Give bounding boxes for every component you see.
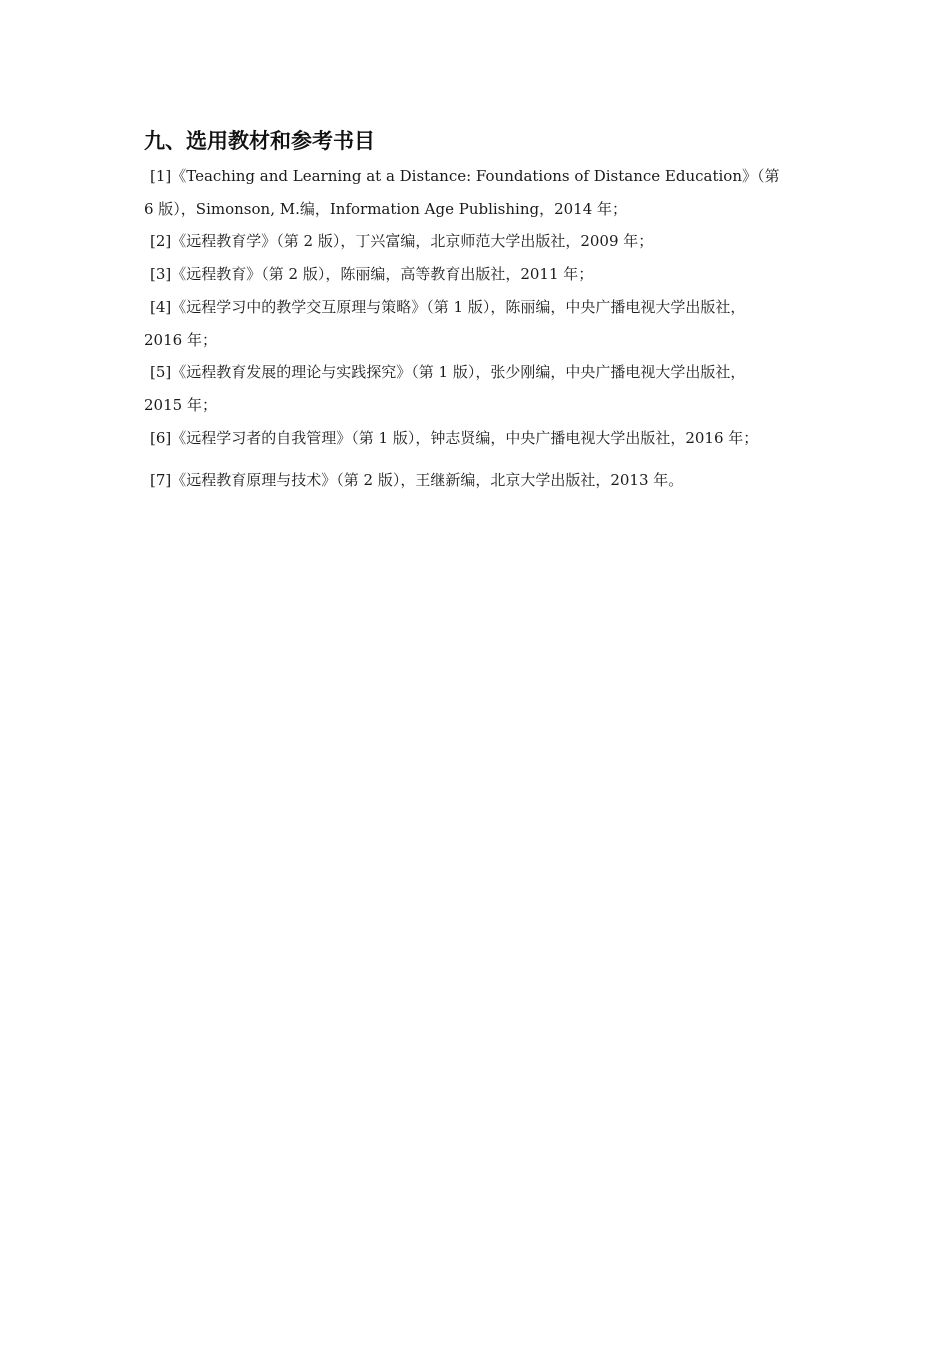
reference-item-3 (144, 258, 816, 291)
reference-list (144, 160, 816, 497)
reference-5-line-1: [5]《远程教育发展的理论与实践探究》（第 1 版），张少刚编，中央广播电视大学出版社， (150, 363, 746, 382)
reference-item-5 (144, 356, 816, 421)
reference-3-line-1: [3]《远程教育》（第 2 版），陈丽编，高等教育出版社，2011 年； (150, 265, 594, 284)
reference-item-6 (144, 422, 816, 455)
reference-item-1 (144, 160, 816, 225)
reference-1-line-2: 6 版），Simonson, M.编，Information Age Publishing，2014 年； (144, 199, 628, 218)
reference-item-7 (144, 464, 816, 497)
reference-item-4 (144, 291, 816, 356)
reference-item-2 (144, 225, 816, 258)
reference-5-line-2: 2015 年； (144, 395, 217, 414)
reference-6-line-1: [6]《远程学习者的自我管理》（第 1 版），钟志贤编，中央广播电视大学出版社，2016 年； (150, 428, 759, 447)
reference-1-line-1: [1]《Teaching and Learning at a Distance: Foundations of Distance Education》（第 (150, 167, 780, 185)
reference-2-line-1: [2]《远程教育学》（第 2 版），丁兴富编，北京师范大学出版社，2009 年； (150, 232, 654, 251)
reference-4-line-1: [4]《远程学习中的教学交互原理与策略》（第 1 版），陈丽编，中央广播电视大学出版社， (150, 297, 746, 316)
reference-4-line-2: 2016 年； (144, 330, 217, 349)
reference-7-line-1: [7]《远程教育原理与技术》（第 2 版），王继新编，北京大学出版社，2013 年。 (150, 471, 684, 490)
section-title: 九、选用教材和参考书目 (144, 129, 375, 153)
